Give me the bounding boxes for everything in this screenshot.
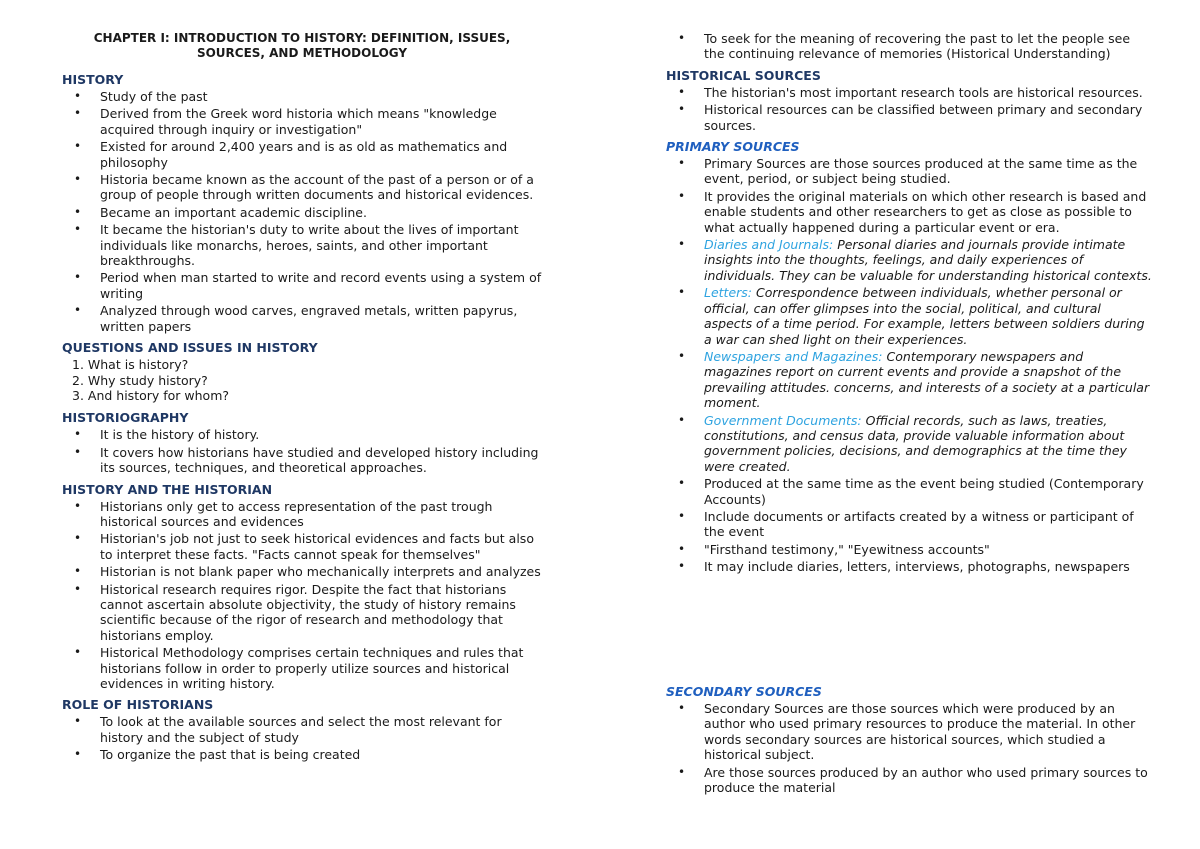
left-column [62, 31, 542, 769]
list-item: • To organize the past that is being created [74, 747, 361, 763]
secondary-sources-section [666, 684, 1152, 801]
list-item: • Study of the past [74, 89, 208, 104]
list-item: • Period when man started to write and record events using a system of writing [74, 270, 542, 301]
heading-history-and-historian: HISTORY AND THE HISTORIAN [62, 481, 273, 497]
heading-historiography: HISTORIOGRAPHY [62, 410, 189, 426]
sources-list [666, 85, 1152, 133]
list-item: • Historian's job not just to seek historical evidences and facts but also to interpret these facts. "Facts cannot speak for themselves" [74, 531, 534, 562]
list-item: • To seek for the meaning of recovering the past to let the people see the continuing relevance of memories (Historical Understanding) [678, 31, 1131, 62]
list-item: • The historian's most important research tools are historical resources. [678, 84, 1143, 100]
list-item: • Became an important academic discipline. [74, 204, 367, 220]
list-item: 2. Why study history? [72, 372, 208, 388]
list-item: • Secondary Sources are those sources which were produced by an author who used primary resources to produce the material. In other words secondary sources are historical sources, which studied a historical subject. [678, 701, 1136, 763]
heading-role-of-historians: ROLE OF HISTORIANS [62, 697, 214, 713]
list-item: • Existed for around 2,400 years and is as old as mathematics and philosophy [74, 139, 508, 170]
list-item: • Historical research requires rigor. Despite the fact that historians cannot ascertain absolute objectivity, the study of history remains scientific because of the rigor of research and methodology that historians employ. [74, 581, 516, 643]
list-item: • To look at the available sources and select the most relevant for history and the subject of study [74, 714, 502, 745]
list-item: • It provides the original materials on which other research is based and enable students and other researchers to get as close as possible to what actually happened during a particular event or era. [678, 188, 1147, 235]
list-item: • It became the historian's duty to write about the lives of important individuals like monarchs, heroes, saints, and other important breakthroughs. [74, 222, 519, 269]
list-item: • Derived from the Greek word historia which means "knowledge acquired through inquiry or investigation" [74, 106, 497, 137]
list-item: • Primary Sources are those sources produced at the same time as the event, period, or subject being studied. [678, 156, 1138, 187]
list-item: 3. And history for whom? [72, 387, 230, 403]
heading-secondary-sources: SECONDARY SOURCES [666, 684, 822, 699]
heading-questions: QUESTIONS AND ISSUES IN HISTORY [62, 340, 318, 356]
list-item: 1. What is history? [72, 357, 189, 373]
historian-list [62, 499, 542, 692]
heading-history: HISTORY [62, 72, 124, 87]
right-column [666, 31, 1152, 581]
questions-list [62, 357, 542, 403]
list-item: • Analyzed through wood carves, engraved metals, written papyrus, written papers [74, 303, 518, 334]
list-item: • Historia became known as the account of the past of a person or of a group of people through written documents and historical evidences. [74, 172, 534, 203]
list-item: • It is the history of history. [74, 427, 260, 443]
role-continued-list [666, 31, 1152, 62]
list-item-government-documents: • Government Documents: Official records, such as laws, treaties, constitutions, and census data, provide valuable information about government policies, decisions, and demographics at the time they were created. [678, 412, 1127, 474]
list-item-diaries: • Diaries and Journals: Personal diaries and journals provide intimate insights into the thoughts, feelings, and daily experiences of individuals. They can be valuable for understanding historical contexts. [678, 237, 1152, 283]
list-item: • Produced at the same time as the event being studied (Contemporary Accounts) [678, 476, 1144, 507]
list-item: • Historian is not blank paper who mechanically interprets and analyzes [74, 564, 541, 580]
history-list [62, 89, 542, 334]
chapter-title: CHAPTER I: INTRODUCTION TO HISTORY: DEFINITION, ISSUES, SOURCES, AND METHODOLOGY [93, 31, 511, 60]
list-item: • It may include diaries, letters, interviews, photographs, newspapers [678, 559, 1130, 575]
list-item-newspapers: • Newspapers and Magazines: Contemporary newspapers and magazines report on current events and provide a snapshot of the prevailing attitudes. concerns, and interests of a society at a particular moment. [678, 348, 1150, 411]
list-item: • It covers how historians have studied and developed history including its sources, techniques, and theoretical approaches. [74, 444, 539, 476]
historiography-list [62, 427, 542, 475]
list-item: • Historical resources can be classified between primary and secondary sources. [678, 102, 1143, 133]
list-item: • Historians only get to access representation of the past trough historical sources and evidences [74, 498, 493, 529]
list-item: • Are those sources produced by an author who used primary sources to produce the material [678, 764, 1148, 796]
list-item-letters: • Letters: Correspondence between individuals, whether personal or official, can offer glimpses into the social, political, and cultural aspects of a time period. For example, letters between soldiers during a war can shed light on their experiences. [678, 285, 1145, 347]
list-item: • "Firsthand testimony," "Eyewitness accounts" [678, 541, 990, 557]
role-list [62, 714, 542, 762]
primary-list [666, 156, 1152, 575]
heading-historical-sources: HISTORICAL SOURCES [666, 67, 821, 83]
list-item: • Historical Methodology comprises certain techniques and rules that historians follow in order to properly utilize sources and historical evidences in writing history. [74, 645, 524, 691]
secondary-list [666, 701, 1152, 795]
heading-primary-sources: PRIMARY SOURCES [666, 139, 800, 155]
list-item: • Include documents or artifacts created by a witness or participant of the event [678, 508, 1134, 540]
